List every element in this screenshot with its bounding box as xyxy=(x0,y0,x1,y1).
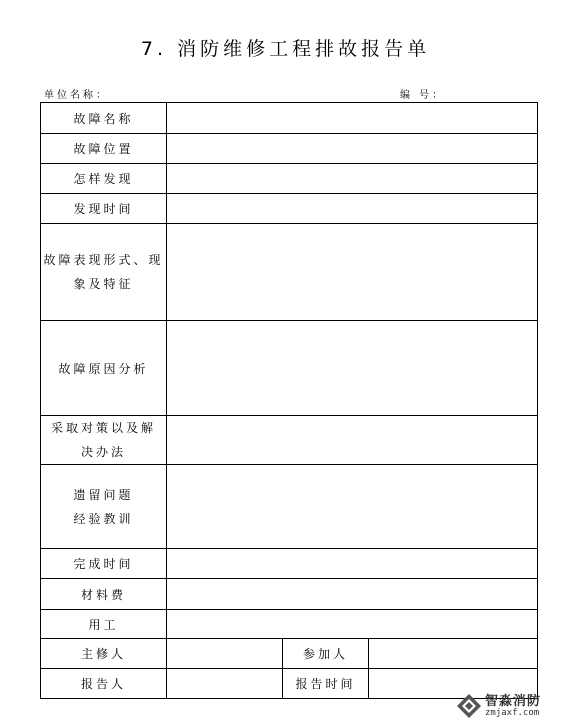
table-row xyxy=(41,134,538,164)
participants-field[interactable] xyxy=(369,639,538,669)
fault-name-label: 故障名称 xyxy=(41,103,167,134)
completion-time-field[interactable] xyxy=(167,549,538,579)
fault-symptom-label-line2: 象及特征 xyxy=(73,277,134,291)
measures-label xyxy=(41,416,167,465)
how-found-label: 怎样发现 xyxy=(41,164,167,194)
found-time-field[interactable] xyxy=(167,194,538,224)
lessons-label-line1: 遗留问题 xyxy=(73,487,134,502)
unit-name-label: 单位名称： xyxy=(44,90,109,101)
how-found-field[interactable] xyxy=(167,164,538,194)
watermark-brand: 智淼消防 xyxy=(485,694,542,709)
brand-logo-icon xyxy=(455,692,483,720)
fault-location-label: 故障位置 xyxy=(41,134,167,164)
fault-cause-field[interactable] xyxy=(167,321,538,416)
measures-label-line2: 决办法 xyxy=(80,445,126,459)
material-cost-label: 材料费 xyxy=(41,579,167,610)
completion-time-label: 完成时间 xyxy=(41,549,167,579)
measures-label-line1: 采取对策以及解 xyxy=(50,421,156,435)
table-row xyxy=(41,465,538,549)
reporter-label: 报告人 xyxy=(41,669,167,699)
labor-field[interactable] xyxy=(167,610,538,639)
table-row xyxy=(41,579,538,610)
lessons-label xyxy=(41,465,167,549)
measures-field[interactable] xyxy=(167,416,538,465)
table-row xyxy=(41,639,538,669)
fault-symptom-label-line1: 故障表现形式、现 xyxy=(43,253,164,267)
table-row xyxy=(41,224,538,321)
table-row xyxy=(41,549,538,579)
material-cost-field[interactable] xyxy=(167,579,538,610)
chief-repairer-label: 主修人 xyxy=(41,639,167,669)
number-label: 编 号： xyxy=(400,90,446,101)
table-row xyxy=(41,164,538,194)
fault-name-field[interactable] xyxy=(167,103,538,134)
reporter-field[interactable] xyxy=(167,669,283,699)
found-time-label: 发现时间 xyxy=(41,194,167,224)
labor-label: 用工 xyxy=(41,610,167,639)
table-row xyxy=(41,321,538,416)
table-row xyxy=(41,103,538,134)
watermark-url: zmjaxf.com xyxy=(485,708,540,718)
table-row xyxy=(41,416,538,465)
watermark xyxy=(455,688,565,724)
table-row xyxy=(41,610,538,639)
lessons-label-line2: 经验教训 xyxy=(73,511,134,526)
fault-cause-label: 故障原因分析 xyxy=(41,321,167,416)
page-title: 7. 消防维修工程排故报告单 xyxy=(140,38,431,60)
report-form-table xyxy=(40,102,538,699)
lessons-field[interactable] xyxy=(167,465,538,549)
chief-repairer-field[interactable] xyxy=(167,639,283,669)
participants-label: 参加人 xyxy=(283,639,369,669)
fault-symptom-label xyxy=(41,224,167,321)
table-row xyxy=(41,194,538,224)
fault-location-field[interactable] xyxy=(167,134,538,164)
report-time-label: 报告时间 xyxy=(283,669,369,699)
fault-symptom-field[interactable] xyxy=(167,224,538,321)
